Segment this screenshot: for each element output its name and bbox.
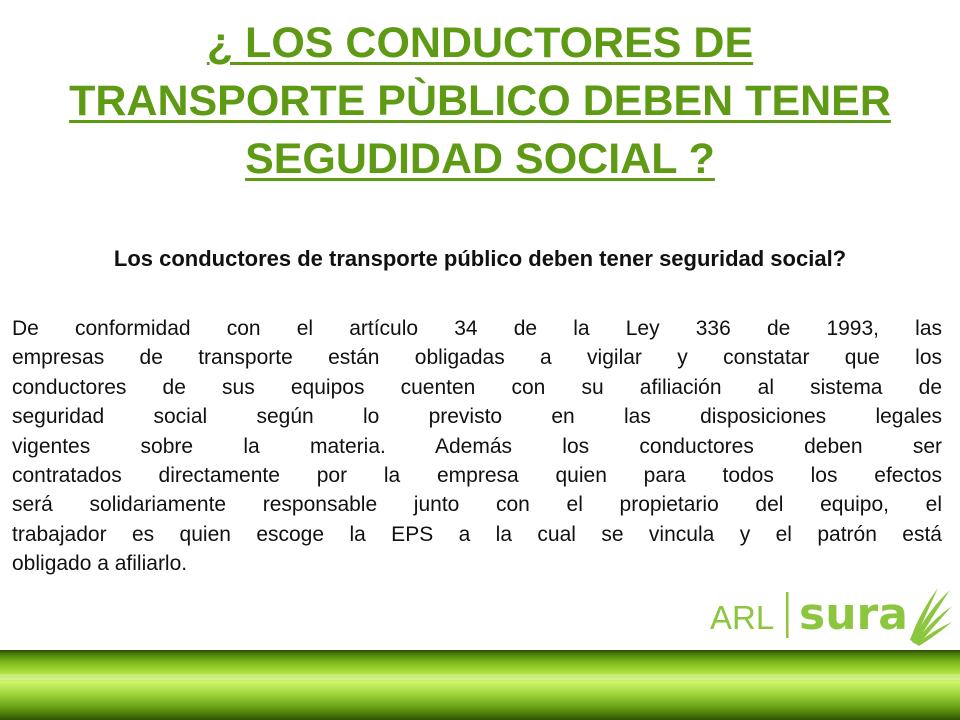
body-line: trabajador es quien escoge la EPS a la cual se vincula y el patrón está bbox=[12, 522, 942, 546]
body-line: seguridad social según lo previsto en las disposiciones legales bbox=[12, 405, 942, 429]
question-heading: Los conductores de transporte público deben tener seguridad social? bbox=[113, 246, 847, 271]
logo-arl-text: ARL bbox=[710, 599, 775, 636]
body-line: empresas de transporte están obligadas a vigilar y constatar que los bbox=[12, 346, 942, 370]
arl-sura-logo bbox=[706, 580, 952, 650]
body-line: obligado a afiliarlo. bbox=[12, 552, 188, 576]
title-line-2: TRANSPORTE PÙBLICO DEBEN TENER bbox=[69, 77, 891, 125]
leaf-rays-icon bbox=[910, 588, 952, 646]
body-paragraph bbox=[12, 314, 942, 579]
body-line: vigentes sobre la materia. Además los conductores deben ser bbox=[12, 434, 942, 458]
body-line: conductores de sus equipos cuenten con su afiliación al sistema de bbox=[12, 375, 942, 399]
title-line-3: SEGUDIDAD SOCIAL ? bbox=[245, 135, 715, 183]
title-line-1: ¿ LOS CONDUCTORES DE bbox=[206, 19, 754, 67]
body-line: será solidariamente responsable junto con el propietario del equipo, el bbox=[12, 493, 942, 517]
footer-shine bbox=[0, 674, 960, 680]
body-line: De conformidad con el artículo 34 de la Ley 336 de 1993, las bbox=[12, 317, 942, 340]
logo-divider bbox=[786, 592, 789, 638]
footer-bar bbox=[0, 650, 960, 720]
slide-title bbox=[0, 14, 960, 188]
logo-sura-text: sura bbox=[799, 589, 908, 640]
body-line: contratados directamente por la empresa quien para todos los efectos bbox=[12, 464, 942, 488]
